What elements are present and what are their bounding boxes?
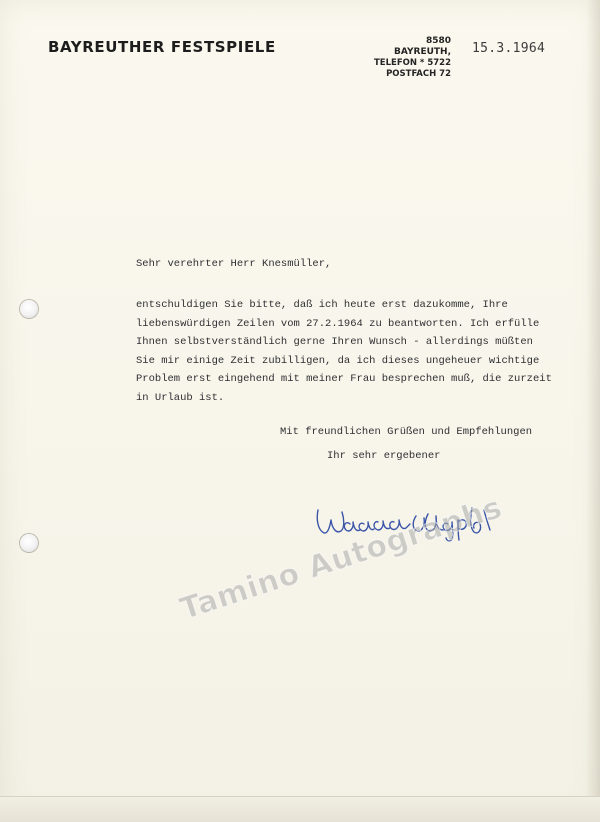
body-line: liebenswürdigen Zeilen vom 27.2.1964 zu beantworten. Ich erfülle [136,317,540,330]
paper-edge-shadow [586,0,600,822]
punch-hole-upper [20,300,38,318]
letterhead-address [369,36,451,80]
address-postbox: POSTFACH 72 [386,69,451,79]
address-city: 8580 BAYREUTH, [394,36,451,57]
body-line: in Urlaub ist. [136,391,225,404]
body-line: entschuldigen Sie bitte, daß ich heute erst dazukomme, Ihre [136,299,508,311]
body-line: Problem erst eingehend mit meiner Frau besprechen muß, die zurzeit [136,373,552,386]
valediction: Ihr sehr ergebener [327,450,441,462]
salutation: Sehr verehrter Herr Knesmüller, [136,258,332,270]
letterhead-title: BAYREUTHER FESTSPIELE [48,38,276,56]
watermark-text: Tamino Autographs [176,490,507,628]
body-line: Ihnen selbstverständlich gerne Ihren Wunsch - allerdings müßten [136,336,533,349]
closing-line: Mit freundlichen Grüßen und Empfehlungen [280,426,533,438]
paper-fold [0,796,600,822]
punch-hole-lower [20,534,38,552]
letter-date: 15.3.1964 [472,41,546,56]
address-phone: TELEFON * 5722 [374,58,451,68]
body-line: Sie mir einige Zeit zubilligen, da ich dieses ungeheuer wichtige [136,354,540,367]
letter-body [136,296,576,408]
